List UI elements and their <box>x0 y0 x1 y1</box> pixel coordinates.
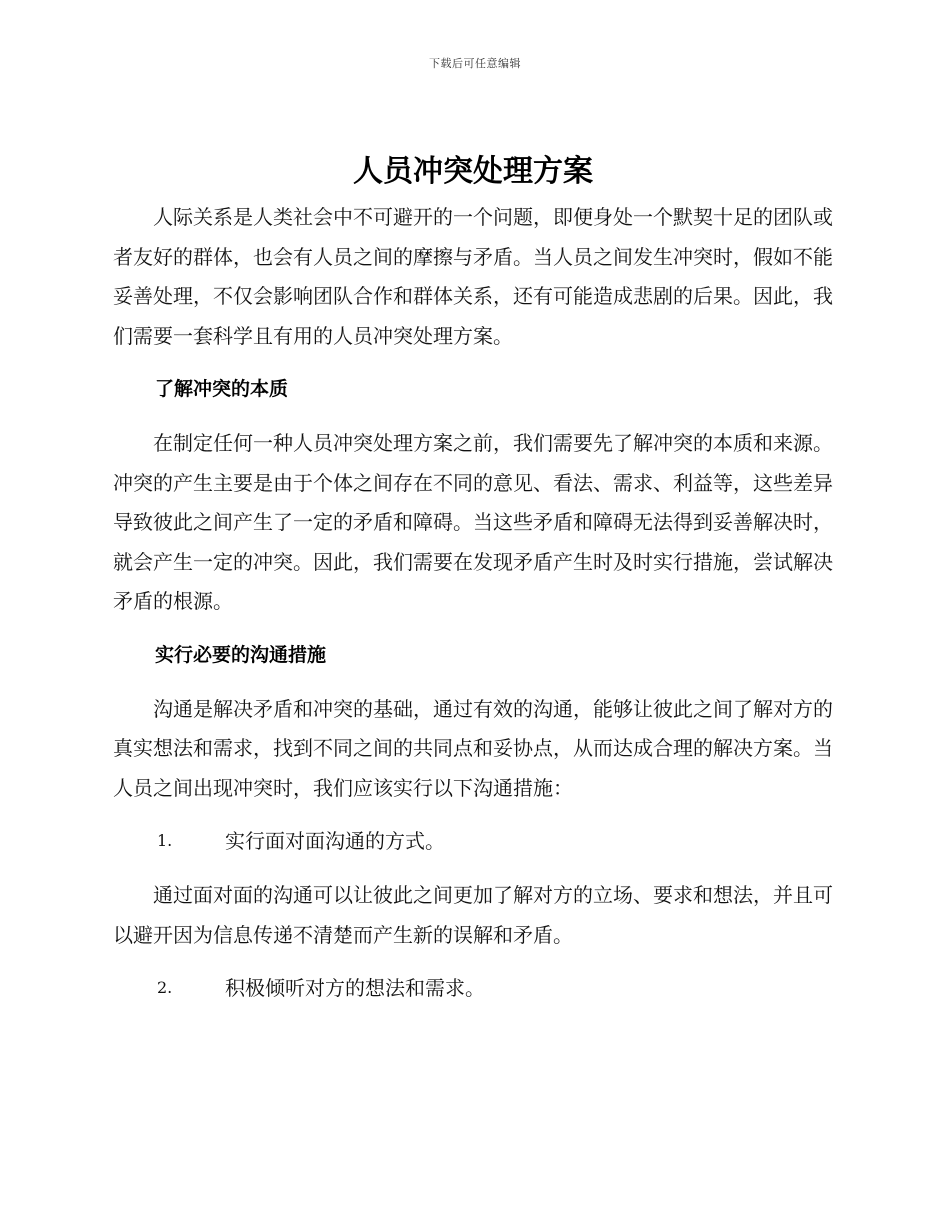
header-note: 下载后可任意编辑 <box>429 57 521 70</box>
list-text: 实行面对面沟通的方式。 <box>225 829 445 853</box>
list-item-2 <box>113 973 833 1003</box>
list-number: 2. <box>157 978 173 997</box>
nature-paragraph: 在制定任何一种人员冲突处理方案之前，我们需要先了解冲突的本质和来源。冲突的产生主要是由于个体之间存在不同的意见、看法、需求、利益等，这些差异导致彼此之间产生了一定的矛盾和障碍。当这些矛盾和障碍无法得到妥善解决时，就会产生一定的冲突。因此，我们需要在发现矛盾产生时及时实行措施，尝试解决矛盾的根源。 <box>113 431 833 613</box>
list-text: 积极倾听对方的想法和需求。 <box>225 976 485 1000</box>
communication-paragraph: 沟通是解决矛盾和冲突的基础，通过有效的沟通，能够让彼此之间了解对方的真实想法和需求，找到不同之间的共同点和妥协点，从而达成合理的解决方案。当人员之间出现冲突时，我们应该实行以下沟通措施： <box>113 696 833 800</box>
section-heading-communication: 实行必要的沟通措施 <box>155 643 327 666</box>
document-body <box>113 150 833 1023</box>
intro-paragraph: 人际关系是人类社会中不可避开的一个问题，即便身处一个默契十足的团队或者友好的群体，也会有人员之间的摩擦与矛盾。当人员之间发生冲突时，假如不能妥善处理，不仅会影响团队合作和群体关系，还有可能造成悲剧的后果。因此，我们需要一套科学且有用的人员冲突处理方案。 <box>113 205 833 348</box>
list-number: 1. <box>157 831 173 850</box>
face-to-face-paragraph: 通过面对面的沟通可以让彼此之间更加了解对方的立场、要求和想法，并且可以避开因为信息传递不清楚而产生新的误解和矛盾。 <box>113 883 833 947</box>
document-title: 人员冲突处理方案 <box>353 154 593 189</box>
list-item-1 <box>113 826 833 856</box>
section-heading-nature: 了解冲突的本质 <box>155 378 289 400</box>
